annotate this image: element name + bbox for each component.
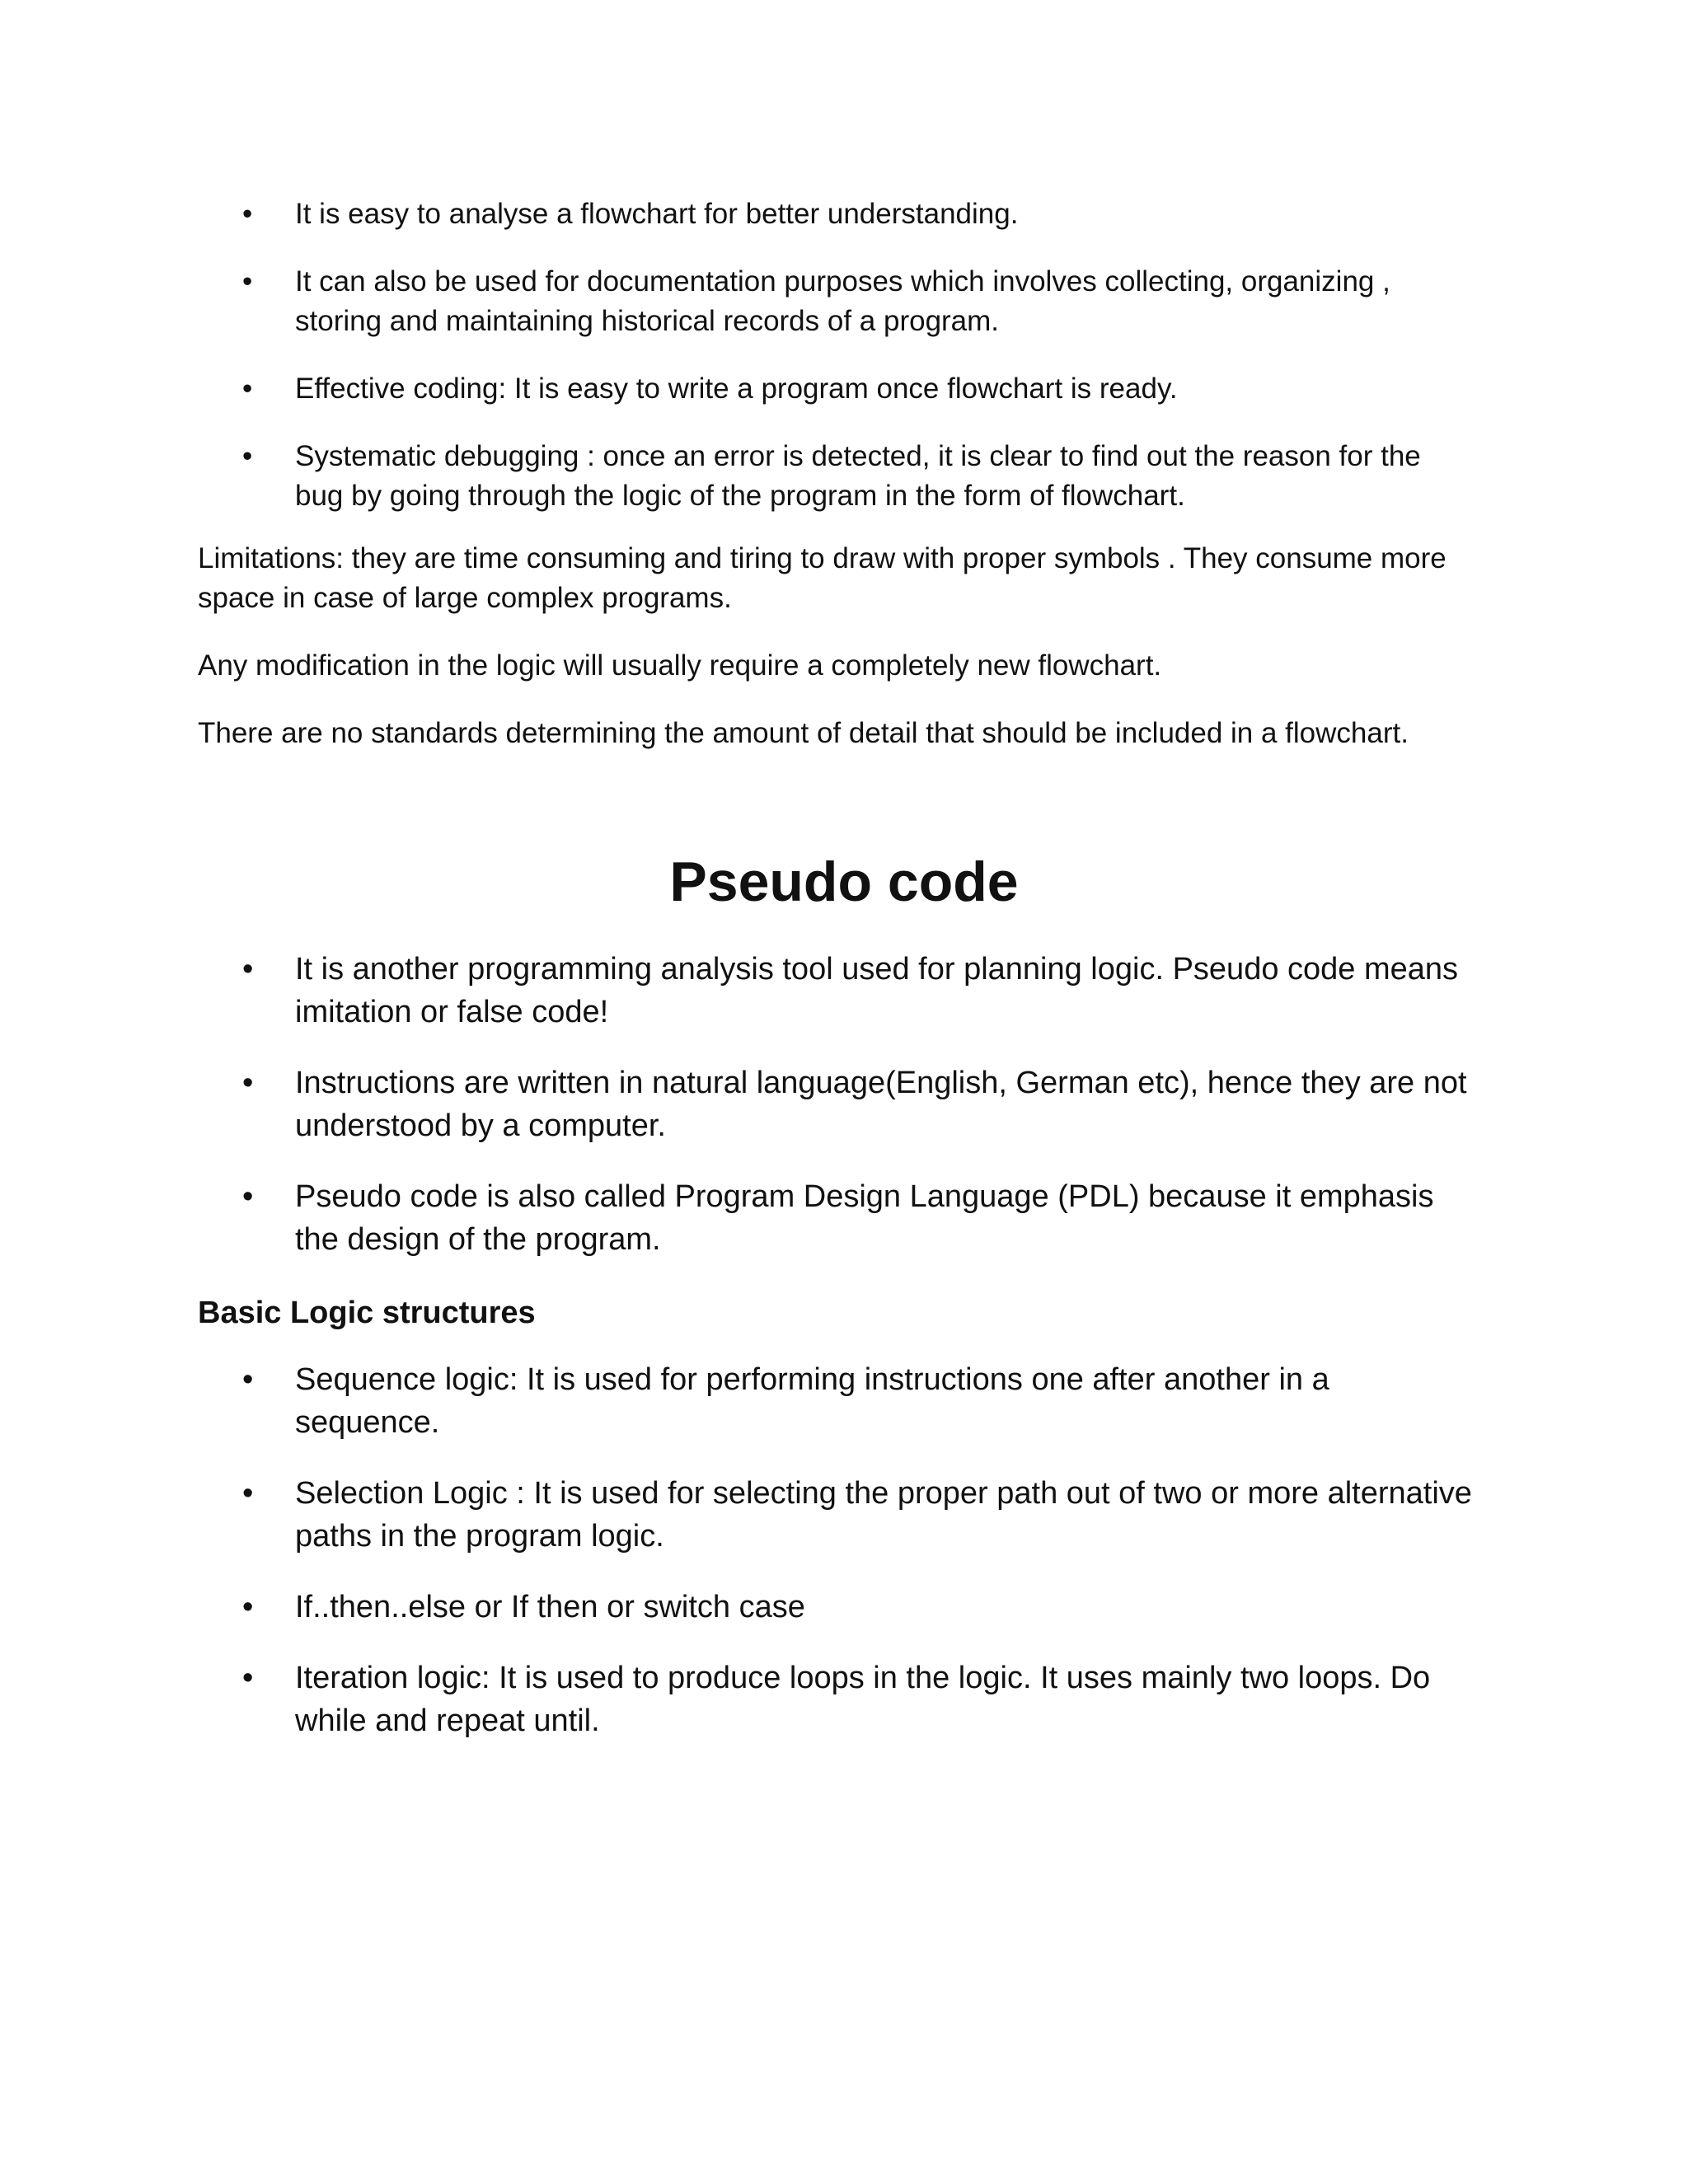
- list-item: [0, 1657, 1688, 1742]
- list-item: [0, 1175, 1688, 1261]
- list-item-text: Pseudo code is also called Program Design Language (PDL) because it emphasis the design of the program.: [295, 1179, 1434, 1257]
- bullet-icon: •: [242, 1476, 254, 1511]
- bullet-icon: •: [242, 265, 253, 298]
- list-item-text: It is easy to analyse a flowchart for better understanding.: [295, 198, 1019, 230]
- list-item: [0, 437, 1688, 516]
- list-item-text: Sequence logic: It is used for performing instructions one after another in a sequence.: [295, 1362, 1329, 1440]
- limitations-paragraph: Limitations: they are time consuming and tiring to draw with proper symbols . They consume more space in case of large complex programs.: [198, 542, 1447, 614]
- list-item: [0, 369, 1688, 409]
- standards-paragraph: There are no standards determining the amount of detail that should be included in a flowchart.: [198, 717, 1409, 749]
- list-item: [0, 262, 1688, 341]
- list-item: [0, 1472, 1688, 1558]
- bullet-icon: •: [242, 440, 253, 472]
- list-item-text: Selection Logic : It is used for selecting the proper path out of two or more alternative paths in the program logic.: [295, 1476, 1472, 1554]
- list-item: [0, 948, 1688, 1033]
- bullet-icon: •: [242, 952, 254, 987]
- list-item-text: Iteration logic: It is used to produce loops in the logic. It uses mainly two loops. Do while and repeat until.: [295, 1661, 1431, 1738]
- bullet-icon: •: [242, 1179, 254, 1214]
- section-heading: Basic Logic structures: [198, 1296, 536, 1330]
- bullet-icon: •: [242, 373, 253, 405]
- bullet-icon: •: [242, 1066, 254, 1100]
- list-item: [0, 1586, 1688, 1629]
- modification-paragraph: Any modification in the logic will usually require a completely new flowchart.: [198, 649, 1162, 682]
- list-item-text: Instructions are written in natural language(English, German etc), hence they are not understood by a computer.: [295, 1066, 1467, 1143]
- logic-structures-list: [0, 1358, 1688, 1742]
- list-item-text: It is another programming analysis tool used for planning logic. Pseudo code means imitation or false code!: [295, 952, 1459, 1029]
- list-item-text: Systematic debugging : once an error is detected, it is clear to find out the reason for the bug by going through the logic of the program in the form of flowchart.: [295, 440, 1421, 512]
- bullet-icon: •: [242, 198, 253, 230]
- bullet-icon: •: [242, 1362, 254, 1397]
- list-item-text: If..then..else or If then or switch case: [295, 1590, 805, 1624]
- bullet-icon: •: [242, 1590, 254, 1624]
- advantages-list: [0, 194, 1688, 516]
- list-item: [0, 1358, 1688, 1444]
- list-item: [0, 194, 1688, 234]
- pseudo-code-list: [0, 948, 1688, 1261]
- page-title: Pseudo code: [669, 851, 1019, 913]
- list-item-text: It can also be used for documentation purposes which involves collecting, organizing , storing and maintaining historical records of a program.: [295, 265, 1390, 337]
- list-item-text: Effective coding: It is easy to write a program once flowchart is ready.: [295, 373, 1178, 405]
- bullet-icon: •: [242, 1661, 254, 1695]
- list-item: [0, 1062, 1688, 1147]
